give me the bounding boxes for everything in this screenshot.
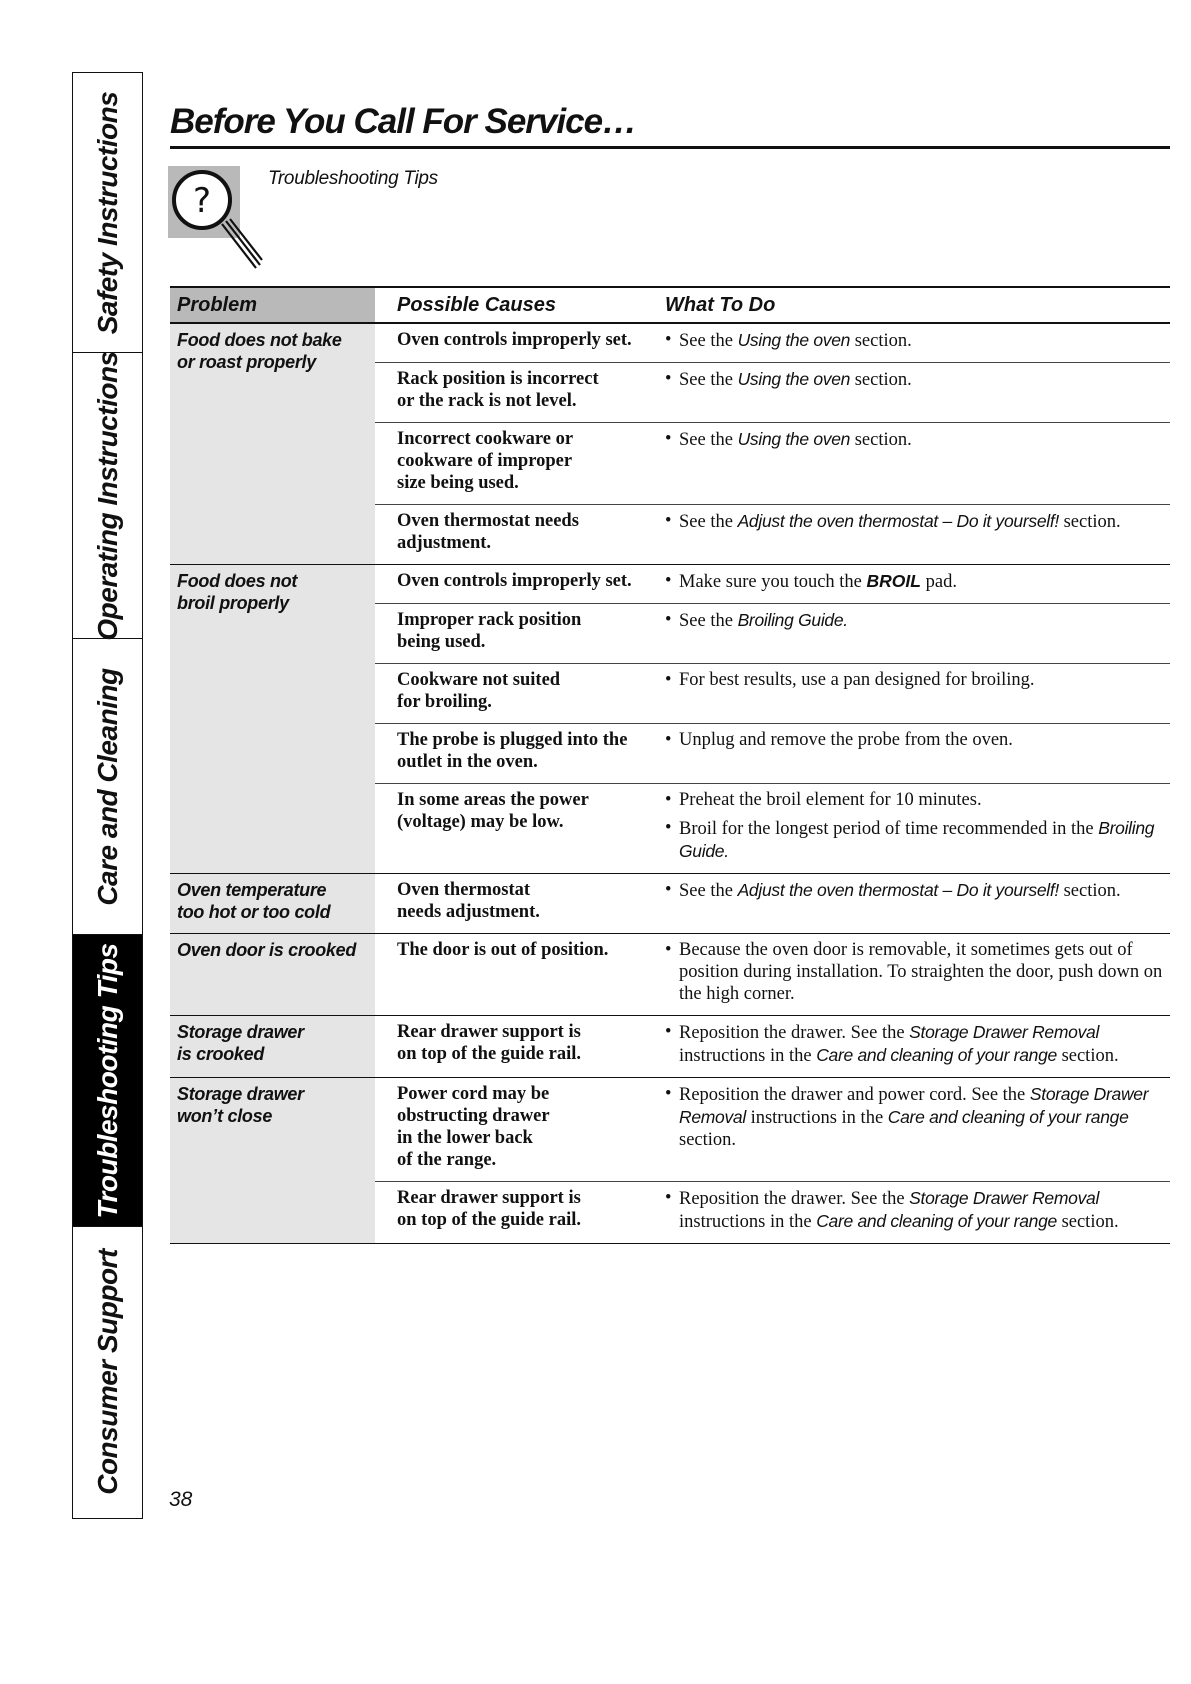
italic-reference: Using the oven: [737, 330, 851, 350]
bullet-item: [665, 329, 1170, 352]
italic-reference: Storage Drawer Removal: [679, 1084, 1149, 1127]
instruction-text: See the: [679, 430, 738, 450]
tab-label: Safety Instructions: [91, 91, 123, 334]
problem-group: [170, 565, 1170, 874]
problem-group: [170, 934, 1170, 1016]
possible-cause: Oven controls improperly set.: [397, 330, 632, 350]
possible-cause: Cookware not suited for broiling.: [397, 670, 561, 712]
cause-rows: [375, 874, 1170, 933]
instruction-text: instructions in the: [679, 1212, 817, 1232]
bullet-item: [665, 879, 1170, 902]
italic-reference: Broiling Guide.: [737, 610, 848, 630]
possible-cause: Improper rack position being used.: [397, 610, 582, 652]
what-to-do: [650, 329, 1170, 352]
problem-label: Oven door is crooked: [170, 934, 375, 1015]
possible-cause: Incorrect cookware or cookware of improper size being used.: [397, 429, 574, 493]
table-header: [170, 286, 1170, 324]
table-row: [375, 362, 1170, 422]
instruction-text: section.: [850, 430, 912, 450]
cause-rows: [375, 324, 1170, 564]
bullet-item: [665, 1083, 1170, 1151]
table-row: [375, 1016, 1170, 1077]
table-row: [375, 723, 1170, 783]
possible-cause: In some areas the power (voltage) may be low.: [397, 790, 589, 832]
tab-operating-instructions[interactable]: [73, 350, 142, 641]
tab-label: Care and Cleaning: [91, 667, 123, 906]
cause-rows: [375, 1016, 1170, 1077]
what-to-do: [650, 669, 1170, 713]
bullet-item: [665, 428, 1170, 451]
what-to-do: [650, 1021, 1170, 1067]
problem-label: Oven temperature too hot or too cold: [170, 874, 375, 933]
bullet-item: [665, 1187, 1170, 1233]
what-to-do: [650, 510, 1170, 554]
section-sidebar: [72, 72, 143, 1519]
table-row: [375, 603, 1170, 663]
problem-group: [170, 1078, 1170, 1244]
problem-group: [170, 1016, 1170, 1078]
instruction-text: Broil for the longest period of time recommended in the: [679, 819, 1099, 839]
bullet-item: [665, 789, 1170, 811]
instruction-text: Make sure you touch the: [679, 572, 867, 592]
what-to-do: [650, 789, 1170, 863]
instruction-text: Reposition the drawer and power cord. See the: [679, 1085, 1030, 1105]
possible-cause: Oven thermostat needs adjustment.: [397, 511, 579, 553]
tab-consumer-support[interactable]: [73, 1227, 142, 1517]
problem-label: Storage drawer won’t close: [170, 1078, 375, 1243]
title-rule: [170, 146, 1170, 149]
what-to-do: [650, 939, 1170, 1005]
possible-cause: Oven thermostat needs adjustment.: [397, 880, 540, 922]
instruction-text: Because the oven door is removable, it sometimes gets out of position during installation. To straighten the door, push down on the high corner.: [679, 940, 1163, 1004]
bullet-item: [665, 1021, 1170, 1067]
bullet-item: [665, 939, 1170, 1005]
table-row: [375, 422, 1170, 504]
what-to-do: [650, 570, 1170, 593]
table-row: [375, 1181, 1170, 1243]
italic-reference: Using the oven: [737, 369, 851, 389]
cause-rows: [375, 934, 1170, 1015]
table-row: [375, 1078, 1170, 1181]
possible-cause: The door is out of position.: [397, 940, 609, 960]
instruction-text: Reposition the drawer. See the: [679, 1189, 910, 1209]
page-title: Before You Call For Service…: [170, 102, 637, 141]
tab-safety-instructions[interactable]: [73, 73, 142, 353]
possible-cause: Rear drawer support is on top of the guide rail.: [397, 1022, 581, 1064]
problem-label: Food does not bake or roast properly: [170, 324, 375, 564]
bullet-item: [665, 669, 1170, 691]
instruction-text: See the: [679, 881, 738, 901]
what-to-do: [650, 879, 1170, 923]
instruction-text: Reposition the drawer. See the: [679, 1023, 910, 1043]
instruction-text: section.: [1058, 881, 1121, 901]
bold-key-label: BROIL: [866, 571, 921, 591]
possible-cause: Oven controls improperly set.: [397, 571, 632, 591]
bullet-item: [665, 817, 1170, 863]
instruction-text: section.: [1056, 1212, 1119, 1232]
troubleshooting-table: [170, 286, 1170, 1244]
table-row: [375, 663, 1170, 723]
tab-troubleshooting-tips[interactable]: [73, 935, 142, 1227]
instruction-text: See the: [679, 370, 738, 390]
bullet-item: [665, 510, 1170, 533]
svg-text:?: ?: [192, 181, 212, 221]
what-to-do: [650, 1187, 1170, 1233]
what-to-do: [650, 1083, 1170, 1171]
italic-reference: Storage Drawer Removal: [909, 1188, 1100, 1208]
page-number: 38: [169, 1488, 193, 1511]
problem-group: [170, 324, 1170, 565]
table-row: [375, 783, 1170, 873]
problem-group: [170, 874, 1170, 934]
instruction-text: Unplug and remove the probe from the oven.: [679, 730, 1013, 750]
instruction-text: See the: [679, 512, 738, 532]
tab-label: Operating Instructions: [91, 350, 123, 641]
instruction-text: See the: [679, 611, 738, 631]
bullet-item: [665, 570, 1170, 593]
possible-cause: Power cord may be obstructing drawer in the lower back of the range.: [397, 1084, 550, 1170]
instruction-text: For best results, use a pan designed for broiling.: [679, 670, 1035, 690]
possible-cause: Rear drawer support is on top of the guide rail.: [397, 1188, 581, 1230]
cause-rows: [375, 565, 1170, 873]
what-to-do: [650, 428, 1170, 494]
what-to-do: [650, 368, 1170, 412]
table-body: [170, 324, 1170, 1244]
bullet-item: [665, 729, 1170, 751]
italic-reference: Storage Drawer Removal: [909, 1022, 1100, 1042]
bullet-item: [665, 368, 1170, 391]
instruction-text: See the: [679, 331, 738, 351]
header-what-to-do: What To Do: [665, 294, 776, 316]
bullet-item: [665, 609, 1170, 632]
what-to-do: [650, 609, 1170, 653]
instruction-text: instructions in the: [745, 1108, 888, 1128]
instruction-text: section.: [679, 1130, 737, 1150]
cause-rows: [375, 1078, 1170, 1243]
italic-reference: Care and cleaning of your range: [816, 1045, 1057, 1065]
instruction-text: section.: [850, 370, 912, 390]
tab-label: Troubleshooting Tips: [91, 942, 123, 1219]
italic-reference: Adjust the oven thermostat – Do it yourself!: [737, 880, 1059, 900]
tab-care-and-cleaning[interactable]: [73, 639, 142, 935]
instruction-text: section.: [1056, 1046, 1119, 1066]
italic-reference: Broiling Guide.: [679, 818, 1155, 861]
header-problem: Problem: [170, 288, 375, 322]
instruction-text: Preheat the broil element for 10 minutes.: [679, 790, 982, 810]
section-subtitle: Troubleshooting Tips: [268, 168, 438, 189]
italic-reference: Care and cleaning of your range: [887, 1107, 1129, 1127]
italic-reference: Using the oven: [737, 429, 851, 449]
question-magnifier-icon: [168, 166, 268, 276]
problem-label: Storage drawer is crooked: [170, 1016, 375, 1077]
what-to-do: [650, 729, 1170, 773]
header-possible-causes: Possible Causes: [397, 294, 556, 316]
italic-reference: Adjust the oven thermostat – Do it yourself!: [737, 511, 1059, 531]
table-row: [375, 874, 1170, 933]
table-row: [375, 504, 1170, 564]
table-row: [375, 934, 1170, 1015]
instruction-text: instructions in the: [679, 1046, 817, 1066]
possible-cause: Rack position is incorrect or the rack is not level.: [397, 369, 599, 411]
tab-label: Consumer Support: [91, 1249, 123, 1495]
possible-cause: The probe is plugged into the outlet in the oven.: [397, 730, 628, 772]
table-row: [375, 324, 1170, 362]
problem-label: Food does not broil properly: [170, 565, 375, 873]
instruction-text: pad.: [920, 572, 957, 592]
instruction-text: section.: [1058, 512, 1121, 532]
italic-reference: Care and cleaning of your range: [816, 1211, 1057, 1231]
instruction-text: section.: [850, 331, 912, 351]
table-row: [375, 565, 1170, 603]
